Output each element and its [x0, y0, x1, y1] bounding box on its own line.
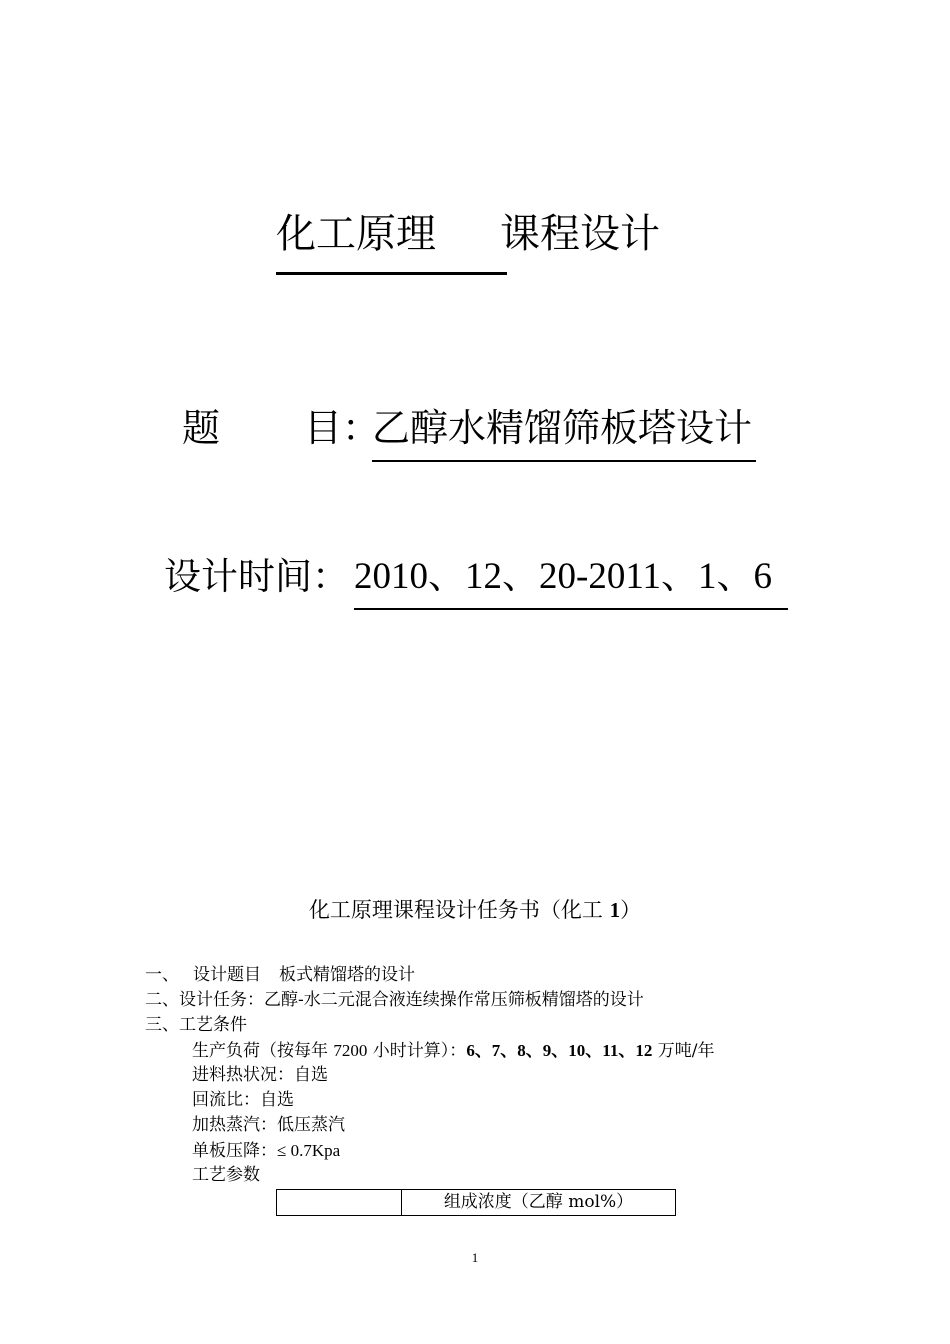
- item-design-topic: [145, 963, 415, 988]
- cover-title-part2: 课程设计: [500, 211, 660, 257]
- design-time-label: 设计时间：: [164, 555, 349, 598]
- topic-label-part1: 题: [182, 406, 221, 450]
- item1-label: 设计题目: [193, 965, 261, 985]
- time-underline: [354, 608, 788, 610]
- pressure-drop-value: ≤ 0.7Kpa: [277, 1141, 341, 1160]
- heating-steam: 加热蒸汽：低压蒸汽: [192, 1115, 345, 1135]
- pressure-drop-label: 单板压降：: [192, 1141, 277, 1161]
- pressure-drop: [192, 1138, 340, 1164]
- design-time-value: 2010、12、20-2011、1、6: [354, 556, 772, 597]
- load-prefix: 生产负荷（按每年: [192, 1041, 334, 1061]
- load-values: 6、7、8、9、10、11、12: [466, 1041, 653, 1060]
- load-mid: 小时计算）：: [367, 1041, 467, 1061]
- item1-number: 一、: [145, 965, 179, 985]
- topic-label-part2: 目：: [304, 406, 381, 450]
- table-header-composition: 组成浓度（乙醇 mol%）: [443, 1192, 634, 1212]
- table-header-empty-cell: [277, 1190, 402, 1215]
- topic-underline: [372, 460, 756, 462]
- feed-condition: 进料热状况：自选: [192, 1065, 328, 1085]
- item-process-conditions: 三、工艺条件: [145, 1015, 247, 1035]
- load-unit: 万吨/年: [652, 1041, 715, 1061]
- reflux-ratio: 回流比：自选: [192, 1090, 294, 1110]
- production-load: [192, 1038, 715, 1064]
- task-book-title-suffix: ）: [620, 898, 642, 922]
- topic-label: [182, 402, 380, 454]
- parameter-table: [276, 1189, 676, 1216]
- cover-title: [276, 206, 660, 262]
- item-design-task: 二、设计任务：乙醇-水二元混合液连续操作常压筛板精馏塔的设计: [145, 990, 644, 1010]
- task-book-title-number: 1: [609, 898, 621, 922]
- process-parameters: 工艺参数: [192, 1165, 260, 1185]
- title-underline: [276, 272, 507, 275]
- cover-title-part1: 化工原理: [276, 211, 436, 257]
- task-book-title: [0, 895, 950, 925]
- task-book-title-prefix: 化工原理课程设计任务书（化工: [308, 898, 610, 922]
- load-hours: 7200: [333, 1041, 368, 1060]
- item1-value: 板式精馏塔的设计: [279, 965, 415, 985]
- page-number: 1: [471, 1250, 479, 1265]
- topic-value: 乙醇水精馏筛板塔设计: [372, 406, 753, 450]
